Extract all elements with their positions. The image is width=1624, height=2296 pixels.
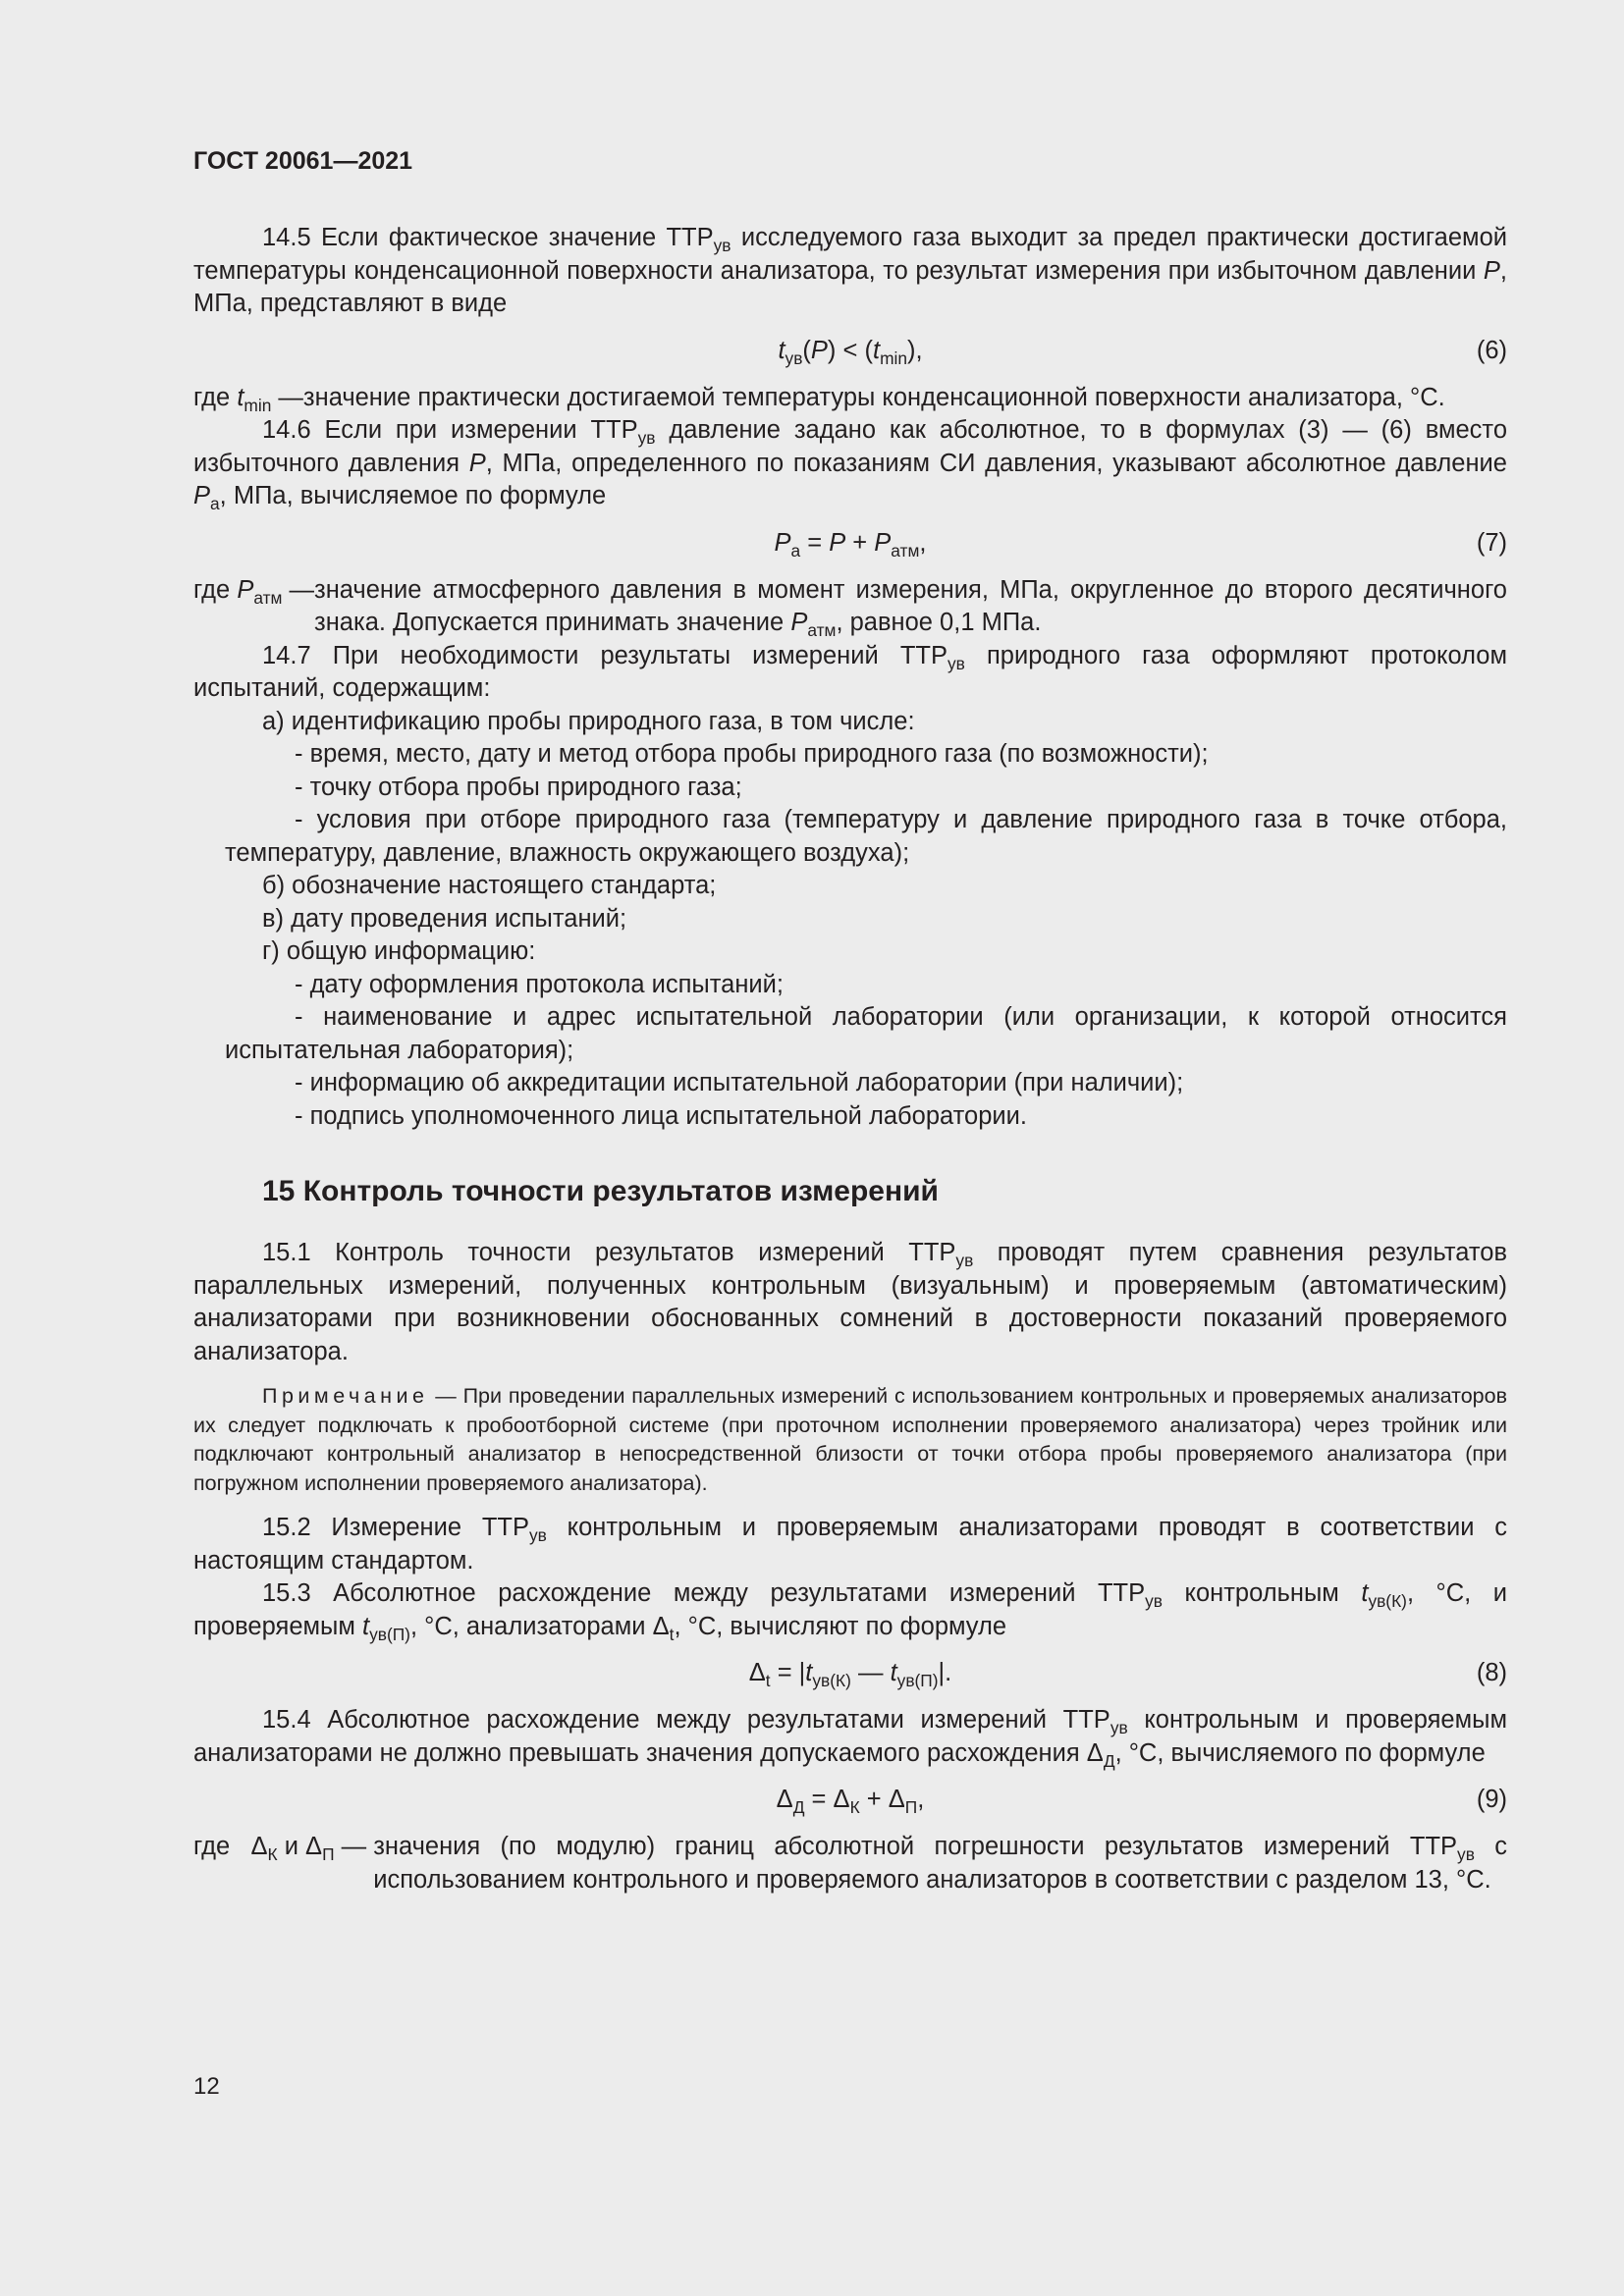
formula-7: $P_а = P + P_{атм}$, (7) [774, 528, 1507, 561]
paragraph-15-3: 15.3 Абсолютное расхождение между результатами измерений $ТТР_{ув}$ контрольным $t_{ув(К)}$, °С, и проверяемым $t_{ув(П)}$, °С, анализаторами $\Delta_t$, °С, вычисляют по формуле [193, 1579, 1507, 1644]
list-item: г) общую информацию: [262, 937, 536, 965]
page-content [193, 222, 1507, 1896]
paragraph-15-4: 15.4 Абсолютное расхождение между результатами измерений $ТТР_{ув}$ контрольным и проверяемым анализаторами не должно превышать значения допускаемого расхождения $\Delta_Д$, °С, вычисляемого по формуле [193, 1706, 1508, 1771]
paragraph-15-1: 15.1 Контроль точности результатов измерений $ТТР_{ув}$ проводят путем сравнения результатов параллельных измерений, полученных контрольным (визуальным) и проверяемым (автоматическим) анализаторами при возникновении обоснованных сомнений в достоверности показаний проверяемого анализатора. [193, 1239, 1507, 1365]
list-item: - условия при отборе природного газа (температуру и давление природного газа в точке отбора, температуру, давление, влажность окружающего воздуха); [225, 806, 1507, 867]
list-item: - подпись уполномоченного лица испытательной лаборатории. [295, 1101, 1027, 1130]
paragraph-14-7: 14.7 При необходимости результаты измерений $ТТР_{ув}$ природного газа оформляют протоколом испытаний, содержащим: [193, 641, 1507, 702]
list-item: а) идентификацию пробы природного газа, в том числе: [262, 707, 915, 735]
list-item: - информацию об аккредитации испытательной лаборатории (при наличии); [295, 1069, 1184, 1096]
formula-9: $\Delta_Д = \Delta_К + \Delta_П$, (9) [776, 1786, 1507, 1818]
formula-number: (7) [1476, 528, 1507, 557]
protocol-contents-list [193, 706, 1507, 1134]
where-clause-7: где $P_{атм}$ — значение атмосферного давления в момент измерения, МПа, округленное до второго десятичного знака. Допускается принимать значение $P_{атм}$, равное 0,1 МПа. [193, 575, 1507, 641]
where-clause-9: где $\Delta_К$ и $\Delta_П$ — значения (по модулю) границ абсолютной погрешности результатов измерений $ТТР_{ув}$ с использованием контрольного и проверяемого анализаторов в соответствии с разделом 13, °С. [193, 1833, 1507, 1894]
list-item: б) обозначение настоящего стандарта; [262, 872, 717, 899]
list-item: - точку отбора пробы природного газа; [295, 773, 742, 801]
paragraph-14-5: 14.5 Если фактическое значение $ТТР_{ув}$ исследуемого газа выходит за предел практически достигаемой температуры конденсационной поверхности анализатора, то результат измерения при избыточном давлении P, МПа, представляют в виде [193, 224, 1507, 317]
where-clause-6: где $t_{min}$ — значение практически достигаемой температуры конденсационной поверхности анализатора, °С. [193, 383, 1445, 415]
formula-8: $\Delta_t = |t_{ув(К)}$ — $t_{ув(П)}|$. (8) [748, 1659, 1507, 1691]
page-number: 12 [193, 2073, 220, 2100]
list-item: - дату оформления протокола испытаний; [295, 970, 784, 998]
note-label: Примечание [262, 1384, 429, 1408]
formula-number: (8) [1476, 1659, 1507, 1686]
document-code-header: ГОСТ 20061—2021 [193, 147, 413, 175]
paragraph-15-2: 15.2 Измерение $ТТР_{ув}$ контрольным и проверяемым анализаторами проводят в соответствии с настоящим стандартом. [193, 1514, 1507, 1575]
formula-number: (9) [1476, 1786, 1507, 1813]
formula-number: (6) [1476, 336, 1507, 364]
list-item: в) дату проведения испытаний; [262, 904, 627, 933]
paragraph-14-6: 14.6 Если при измерении $ТТР_{ув}$ давление задано как абсолютное, то в формулах (3) — (6) вместо избыточного давления P, МПа, определенного по показаниям СИ давления, указывают абсолютное давление $P_а$, МПа, вычисляемое по формуле [193, 416, 1507, 514]
formula-6: $t_{ув}(P) < (t_{min})$, (6) [778, 336, 1507, 368]
note: Примечание — При проведении параллельных измерений с использованием контрольных и проверяемых анализаторов их следует подключать к пробоотборной системе (при проточном исполнении проверяемого анализатора) через тройник или подключают контрольный анализатор в непосредственной близости от точки отбора пробы проверяемого анализатора (при погружном исполнении проверяемого анализатора). [193, 1384, 1507, 1495]
section-15-heading: 15 Контроль точности результатов измерений [262, 1175, 939, 1207]
list-item: - наименование и адрес испытательной лаборатории (или организации, к которой относится испытательная лаборатория); [225, 1003, 1507, 1064]
list-item: - время, место, дату и метод отбора пробы природного газа (по возможности); [295, 740, 1209, 768]
